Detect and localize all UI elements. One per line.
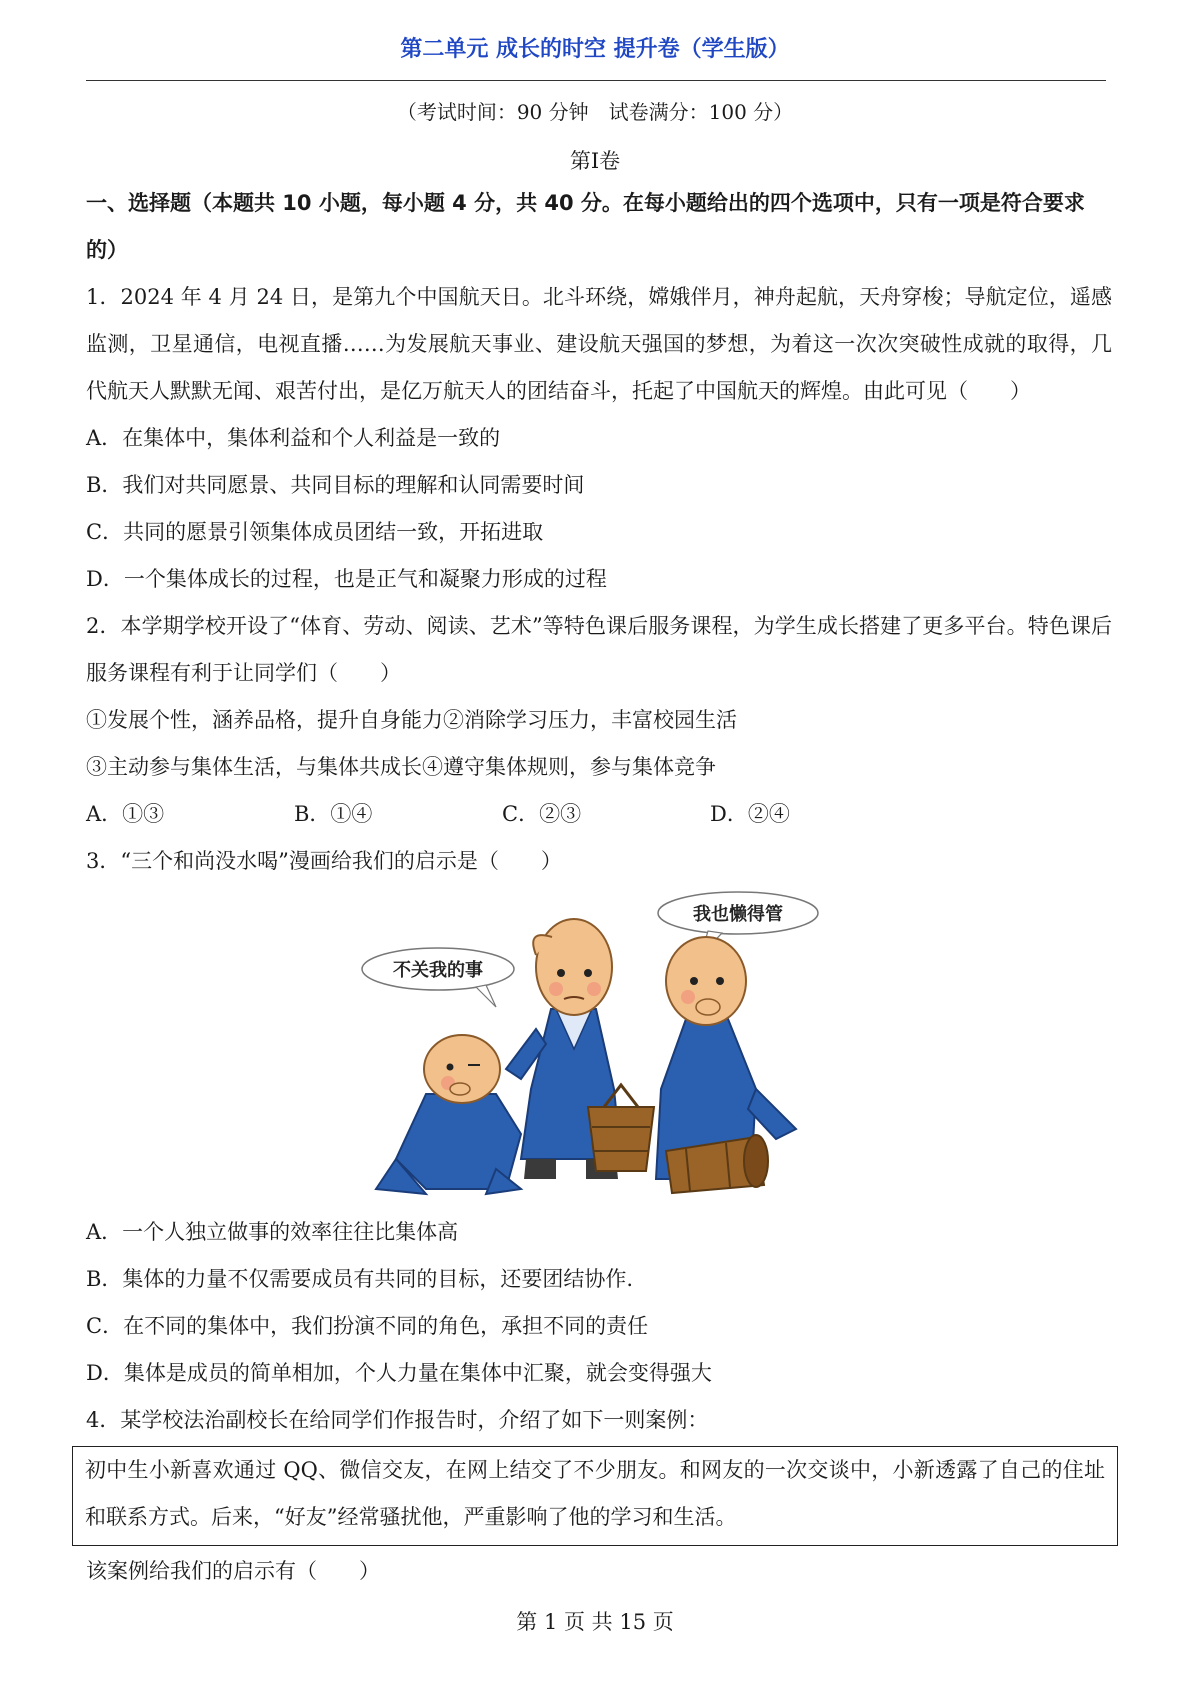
exam-info: （考试时间：90 分钟 试卷满分：100 分） (396, 100, 794, 124)
bubble-left-text: 不关我的事 (393, 960, 483, 981)
header-divider (86, 80, 1106, 81)
question-3-stem: 3．“三个和尚没水喝”漫画给我们的启示是（ ） (86, 849, 562, 873)
page-number: 第 1 页 共 15 页 (516, 1610, 674, 1634)
question-2-option-b: B．①④ (294, 802, 373, 826)
question-2-statement-1: ①发展个性，涵养品格，提升自身能力②消除学习压力，丰富校园生活 (86, 708, 737, 732)
question-1-option-b: B．我们对共同愿景、共同目标的理解和认同需要时间 (86, 473, 585, 497)
question-3-option-d: D．集体是成员的简单相加，个人力量在集体中汇聚，就会变得强大 (86, 1361, 712, 1385)
bubble-right-text: 我也懒得管 (693, 904, 783, 925)
question-3-option-a: A．一个人独立做事的效率往往比集体高 (86, 1220, 459, 1244)
question-4-follow: 该案例给我们的启示有（ ） (86, 1559, 380, 1583)
three-monks-cartoon (86, 889, 1112, 1207)
document-title: 第二单元 成长的时空 提升卷（学生版） (400, 37, 790, 62)
question-2-stem: 2．本学期学校开设了“体育、劳动、阅读、艺术”等特色课后服务课程，为学生成长搭建了更多平台。特色课后服务课程有利于让同学们（ ） (86, 614, 1112, 685)
three-monks-illustration (356, 889, 826, 1207)
volume-label: 第I卷 (569, 149, 621, 173)
case-study-box (72, 1446, 1118, 1546)
question-4-stem: 4．某学校法治副校长在给同学们作报告时，介绍了如下一则案例： (86, 1408, 709, 1432)
question-2-option-d: D．②④ (710, 802, 790, 826)
question-list (86, 274, 1112, 1595)
question-2-statement-2: ③主动参与集体生活，与集体共成长④遵守集体规则，参与集体竞争 (86, 755, 716, 779)
question-2-option-a: A．①③ (86, 802, 165, 826)
monk-sitting-figure (376, 1035, 521, 1194)
question-1-option-d: D．一个集体成长的过程，也是正气和凝聚力形成的过程 (86, 567, 607, 591)
case-study-text: 初中生小新喜欢通过 QQ、微信交友，在网上结交了不少朋友。和网友的一次交谈中，小新透露了自己的住址和联系方式。后来，“好友”经常骚扰他，严重影响了他的学习和生活。 (85, 1458, 1105, 1529)
question-2-options (86, 791, 1112, 838)
question-1-option-c: C．共同的愿景引领集体成员团结一致，开拓进取 (86, 520, 544, 544)
question-3-option-b: B．集体的力量不仅需要成员有共同的目标，还要团结协作. (86, 1267, 634, 1291)
question-1-stem: 1．2024 年 4 月 24 日，是第九个中国航天日。北斗环绕，嫦娥伴月，神舟起航，天舟穿梭；导航定位，遥感监测，卫星通信，电视直播……为发展航天事业、建设航天强国的梦想，为着这一次次突破性成就的取得，几代航天人默默无闻、艰苦付出，是亿万航天人的团结奋斗，托起了中国航天的辉煌。由此可见（ ） (86, 285, 1112, 403)
question-2-option-c: C．②③ (502, 802, 582, 826)
question-1-option-a: A．在集体中，集体利益和个人利益是一致的 (86, 426, 501, 450)
speech-bubble-left (362, 948, 514, 1007)
section-heading: 一、选择题（本题共 10 小题，每小题 4 分，共 40 分。在每小题给出的四个选项中，只有一项是符合要求的） (86, 191, 1085, 262)
question-3-option-c: C．在不同的集体中，我们扮演不同的角色，承担不同的责任 (86, 1314, 649, 1338)
